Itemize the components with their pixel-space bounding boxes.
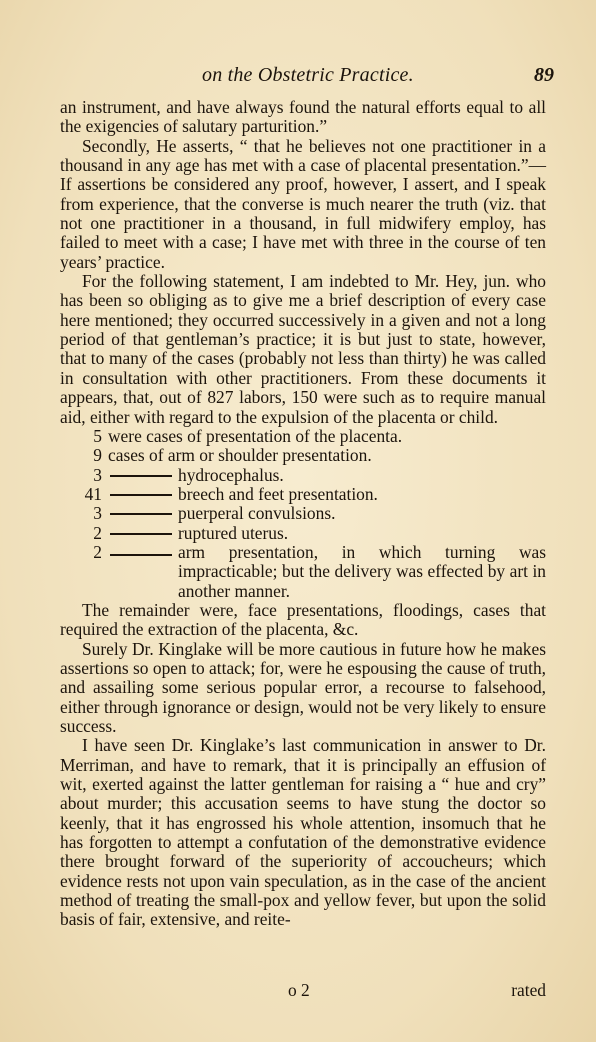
case-description: breech and feet presentation.	[178, 483, 378, 504]
case-item	[60, 485, 546, 504]
paragraph: For the following statement, I am indebted to Mr. Hey, jun. who has been so obliging as to give me a brief description of every case here mentioned; they occurred successively in a given and not a long period of that gentleman’s practice; it is but just to state, however, that to many of the cases (probably not less than thirty) he was called in consultation with other practitioners. From these documents it appears, that, out of 827 labors, 150 were such as to require manual aid, either with regard to the expulsion of the placenta or child.	[60, 271, 546, 427]
case-item	[60, 504, 546, 523]
ditto-dash	[110, 532, 172, 535]
case-description: puerperal convulsions.	[178, 503, 336, 524]
case-item	[60, 446, 546, 465]
ditto-dash	[110, 553, 172, 556]
paragraph: an instrument, and have always found the natural efforts equal to all the exigencies of salutary parturition.”	[60, 97, 546, 137]
case-count: 2	[93, 541, 102, 562]
case-list	[60, 427, 546, 601]
paragraph: Secondly, He asserts, “ that he believes not one practitioner in a thousand in any age has met with a case of placental presentation.”—If assertions be considered any proof, however, I assert, and I speak from experience, that the converse is much nearer the truth (viz. that not one practitioner in a thousand, in full midwifery employ, has failed to meet with a case; I have met with three in the course of ten years’ practice.	[60, 135, 546, 272]
case-count: 3	[93, 503, 102, 524]
case-description: were cases of presentation of the placenta.	[108, 425, 403, 446]
case-count: 5	[93, 425, 102, 446]
case-item	[60, 524, 546, 543]
case-description: cases of arm or shoulder presentation.	[108, 445, 372, 466]
case-item	[60, 543, 546, 601]
paragraph: Surely Dr. Kinglake will be more cautious in future how he makes assertions so open to attack; for, were he espousing the cause of truth, and assailing some serious popular error, a recourse to falsehood, either through ignorance or design, would not be very likely to ensure success.	[60, 638, 546, 736]
ditto-dash	[110, 474, 172, 477]
case-count: 3	[93, 464, 102, 485]
case-description: ruptured uterus.	[178, 522, 289, 543]
signature-mark: o 2	[288, 980, 310, 1000]
page-number: 89	[534, 64, 554, 86]
ditto-dash	[110, 512, 172, 515]
paragraph: I have seen Dr. Kinglake’s last communication in answer to Dr. Merriman, and have to remark, that it is principally an effusion of wit, exerted against the latter gentleman for raising a “ hue and cry” about murder; this accusation seems to have stung the doctor so keenly, that it has engrossed his whole attention, insomuch that he has forgotten to attempt a confutation of the demonstrative evidence there brought forward of the superiority of accoucheurs; which evidence rests not upon vain speculation, as in the case of the ancient method of treating the small-pox and yellow fever, but upon the solid basis of fair, extensive, and reite-	[60, 735, 546, 930]
page-footer	[60, 980, 546, 1004]
body-text	[60, 98, 546, 930]
case-item	[60, 427, 546, 446]
ditto-dash	[110, 493, 172, 496]
running-head: on the Obstetric Practice.	[202, 64, 414, 86]
case-description: hydrocephalus.	[178, 464, 284, 485]
case-count: 2	[93, 522, 102, 543]
catchword: rated	[511, 980, 546, 1000]
paragraph: The remainder were, face presentations, floodings, cases that required the extraction of the placenta, &c.	[60, 599, 546, 640]
case-item	[60, 466, 546, 485]
case-count: 9	[93, 445, 102, 466]
page-header	[60, 62, 554, 90]
case-description: arm presentation, in which turning was impracticable; but the delivery was effected by art in another manner.	[178, 541, 546, 601]
case-count: 41	[84, 483, 102, 504]
